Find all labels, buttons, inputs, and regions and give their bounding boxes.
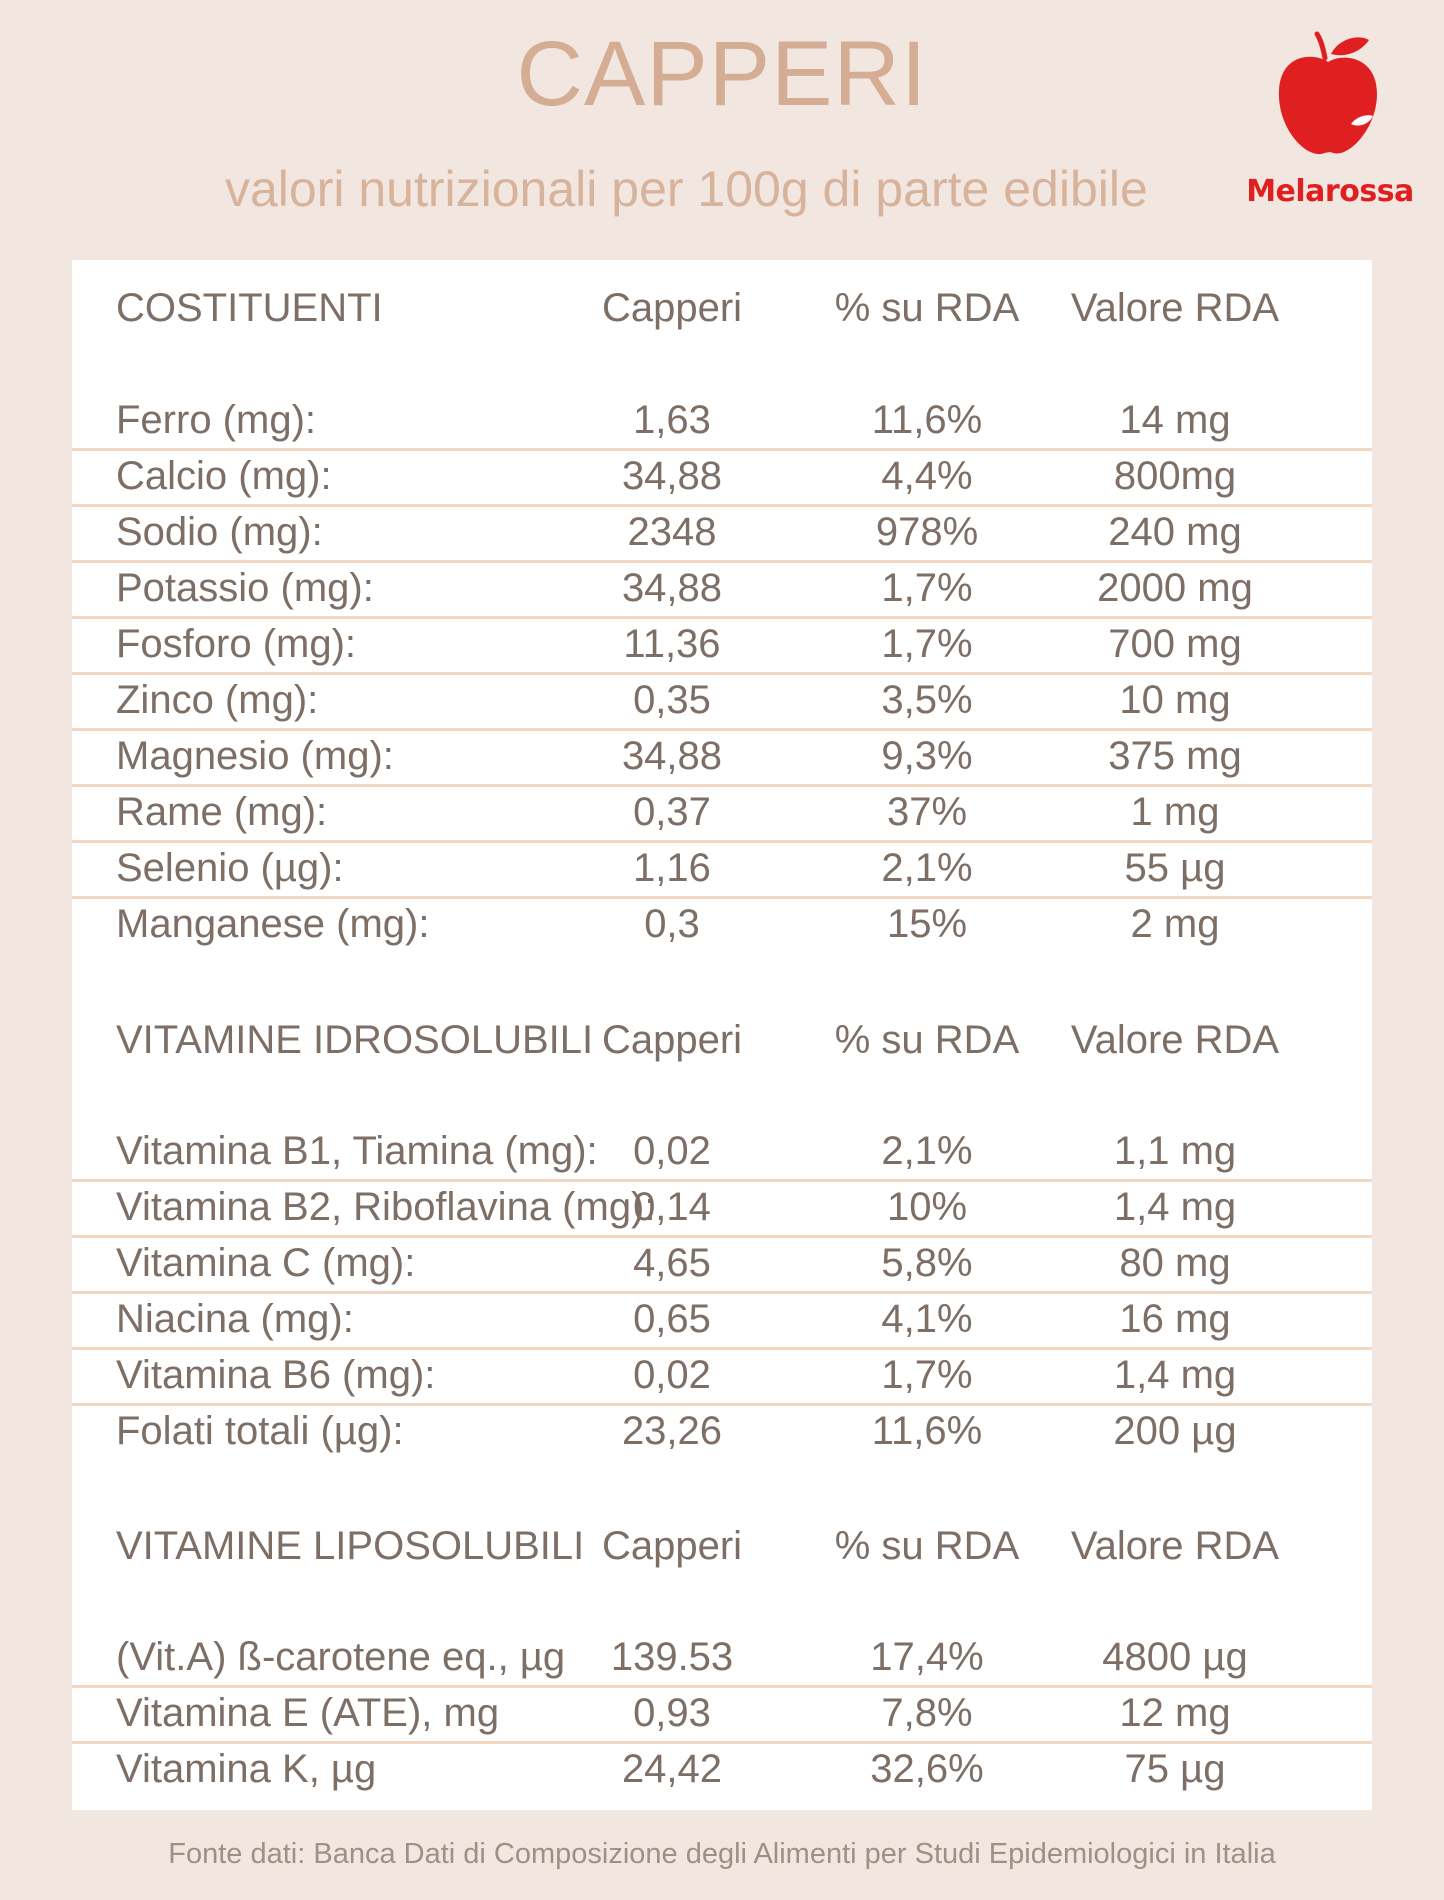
table-row: [72, 1179, 1372, 1238]
table-row: [72, 392, 1372, 451]
table-row: [72, 728, 1372, 787]
row-value: 0,37: [633, 790, 711, 834]
row-rda-value: 80 mg: [1119, 1241, 1231, 1285]
row-value: 34,88: [621, 734, 723, 778]
row-rda-value: 2000 mg: [1097, 566, 1253, 610]
table-row: [72, 1235, 1372, 1294]
header-rda-value: Valore RDA: [1070, 1524, 1280, 1568]
row-value: 2348: [627, 510, 717, 554]
row-label: Vitamina E (ATE), mg: [116, 1691, 500, 1735]
row-value: 139.53: [610, 1635, 734, 1679]
row-rda-percent: 978%: [875, 510, 979, 554]
row-label: Sodio (mg):: [116, 510, 323, 554]
table-row: [72, 896, 1372, 952]
header-capperi: Capperi: [601, 1018, 743, 1062]
section-header-liposolubili: [72, 1518, 1372, 1578]
nutrition-table: [72, 260, 1372, 1810]
row-rda-percent: 9,3%: [881, 734, 973, 778]
row-rda-value: 200 µg: [1113, 1409, 1237, 1453]
row-rda-value: 1,4 mg: [1113, 1185, 1237, 1229]
row-rda-percent: 3,5%: [881, 678, 973, 722]
header-rda-percent: % su RDA: [834, 1018, 1020, 1062]
row-label: Selenio (µg):: [116, 846, 344, 890]
row-rda-value: 2 mg: [1130, 902, 1220, 946]
row-value: 0,02: [633, 1129, 711, 1173]
row-rda-percent: 15%: [886, 902, 968, 946]
row-rda-percent: 7,8%: [881, 1691, 973, 1735]
row-rda-percent: 4,4%: [881, 454, 973, 498]
table-row: [72, 616, 1372, 675]
source-note: Fonte dati: Banca Dati di Composizione degli Alimenti per Studi Epidemiologici in Italia: [168, 1838, 1276, 1870]
row-label: Manganese (mg):: [116, 902, 430, 946]
row-value: 0,02: [633, 1353, 711, 1397]
row-rda-percent: 32,6%: [870, 1747, 984, 1791]
section-header-idrosolubili: [72, 1012, 1372, 1072]
brand-logo[interactable]: [1245, 28, 1415, 208]
row-rda-value: 1,1 mg: [1113, 1129, 1237, 1173]
row-rda-value: 16 mg: [1119, 1297, 1231, 1341]
row-rda-percent: 11,6%: [871, 1409, 983, 1453]
row-label: Calcio (mg):: [116, 454, 332, 498]
row-rda-percent: 37%: [886, 790, 968, 834]
row-rda-percent: 4,1%: [881, 1297, 973, 1341]
row-rda-percent: 1,7%: [881, 1353, 973, 1397]
row-rda-value: 12 mg: [1119, 1691, 1231, 1735]
row-value: 23,26: [621, 1409, 723, 1453]
header-rda-percent: % su RDA: [834, 1524, 1020, 1568]
row-value: 4,65: [633, 1241, 711, 1285]
table-row: [72, 1629, 1372, 1688]
row-value: 0,65: [633, 1297, 711, 1341]
row-label: Ferro (mg):: [116, 398, 316, 442]
row-value: 34,88: [621, 566, 723, 610]
row-label: Fosforo (mg):: [116, 622, 357, 666]
row-rda-value: 10 mg: [1119, 678, 1231, 722]
row-rda-percent: 11,6%: [871, 398, 983, 442]
row-label: Vitamina C (mg):: [116, 1241, 416, 1285]
row-label: Vitamina K, µg: [116, 1747, 377, 1791]
row-rda-value: 700 mg: [1108, 622, 1242, 666]
table-row: [72, 448, 1372, 507]
page-subtitle: valori nutrizionali per 100g di parte edibile: [225, 161, 1148, 217]
header-label: VITAMINE IDROSOLUBILI: [116, 1018, 594, 1062]
row-rda-value: 375 mg: [1108, 734, 1242, 778]
page-title: CAPPERI: [516, 23, 928, 125]
row-label: Rame (mg):: [116, 790, 328, 834]
row-rda-value: 240 mg: [1108, 510, 1242, 554]
table-row: [72, 1741, 1372, 1797]
row-value: 1,16: [633, 846, 711, 890]
table-row: [72, 504, 1372, 563]
section-header-costituenti: [72, 280, 1372, 340]
row-value: 0,35: [633, 678, 711, 722]
table-row: [72, 784, 1372, 843]
row-value: 11,36: [623, 622, 721, 666]
table-row: [72, 672, 1372, 731]
row-rda-percent: 2,1%: [881, 846, 973, 890]
row-label: (Vit.A) ß-carotene eq., µg: [116, 1635, 566, 1679]
row-rda-percent: 1,7%: [881, 622, 973, 666]
header-label: COSTITUENTI: [116, 286, 383, 330]
row-label: Zinco (mg):: [116, 678, 319, 722]
table-row: [72, 1403, 1372, 1459]
row-value: 0,14: [633, 1185, 711, 1229]
header-label: VITAMINE LIPOSOLUBILI: [116, 1524, 585, 1568]
row-value: 34,88: [621, 454, 723, 498]
header-rda-value: Valore RDA: [1070, 286, 1280, 330]
row-label: Potassio (mg):: [116, 566, 374, 610]
row-value: 1,63: [633, 398, 711, 442]
row-label: Vitamina B6 (mg):: [116, 1353, 436, 1397]
row-rda-percent: 5,8%: [881, 1241, 973, 1285]
row-rda-value: 14 mg: [1119, 398, 1231, 442]
row-label: Vitamina B2, Riboflavina (mg):: [116, 1185, 656, 1229]
row-rda-value: 75 µg: [1124, 1747, 1226, 1791]
row-rda-value: 55 µg: [1124, 846, 1226, 890]
table-row: [72, 1291, 1372, 1350]
row-rda-percent: 2,1%: [881, 1129, 973, 1173]
row-label: Magnesio (mg):: [116, 734, 394, 778]
row-value: 0,3: [644, 902, 700, 946]
header-capperi: Capperi: [601, 1524, 743, 1568]
table-row: [72, 1347, 1372, 1406]
row-rda-percent: 10%: [886, 1185, 968, 1229]
brand-name: Melarossa: [1246, 174, 1414, 209]
row-rda-value: 1,4 mg: [1113, 1353, 1237, 1397]
row-label: Vitamina B1, Tiamina (mg):: [116, 1129, 598, 1173]
row-value: 24,42: [621, 1747, 723, 1791]
row-rda-value: 4800 µg: [1102, 1635, 1248, 1679]
row-label: Folati totali (µg):: [116, 1409, 404, 1453]
header-capperi: Capperi: [601, 286, 743, 330]
table-row: [72, 1685, 1372, 1744]
apple-icon: [1273, 28, 1383, 168]
row-rda-percent: 1,7%: [881, 566, 973, 610]
table-row: [72, 560, 1372, 619]
header-rda-value: Valore RDA: [1070, 1018, 1280, 1062]
header-rda-percent: % su RDA: [834, 286, 1020, 330]
row-value: 0,93: [633, 1691, 711, 1735]
table-row: [72, 1123, 1372, 1182]
row-rda-value: 1 mg: [1130, 790, 1220, 834]
row-rda-percent: 17,4%: [870, 1635, 984, 1679]
row-label: Niacina (mg):: [116, 1297, 354, 1341]
row-rda-value: 800mg: [1113, 454, 1237, 498]
table-row: [72, 840, 1372, 899]
